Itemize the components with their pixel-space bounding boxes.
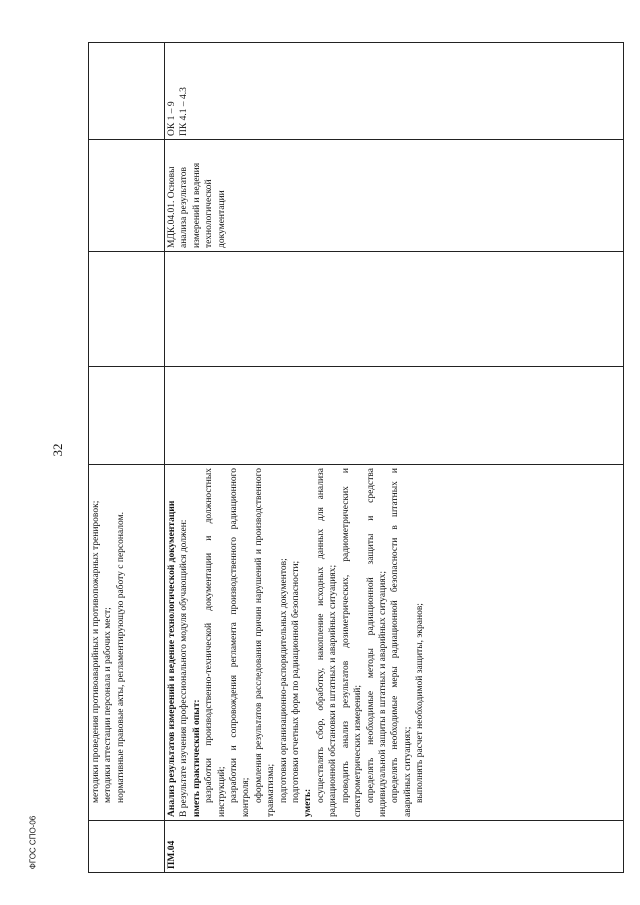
cell-empty [89,43,165,140]
practice-heading: иметь практический опыт: [191,699,202,817]
module-title: Анализ результатов измерений и ведение технологической документации [167,500,177,817]
skills-item: определять необходимые методы радиационной защиты и средства индивидуальной защиты в штатных и аварийных ситуациях; [365,468,388,817]
module-intro: В результате изучения профессионального модуля обучающийся должен: [179,519,190,817]
page-number: 32 [50,443,65,457]
practice-item: разработки и сопровождения регламента производственного радиационного контроля; [229,468,252,817]
continuation-line: методики аттестации персонала и рабочих мест; [103,607,114,803]
cell-empty [89,140,165,252]
practice-item: разработки производственно-технической документации и должностных инструкций; [204,468,227,817]
cell-competencies [165,43,624,140]
cell-empty [89,252,165,367]
skills-item: выполнять расчет необходимой защиты, экранов; [415,603,426,803]
continuation-line: методики проведения противоаварийных и противопожарных тренировок; [91,500,101,803]
skills-heading: уметь: [303,788,314,817]
competency-ok: ОК 1 – 9 [167,101,177,136]
skills-item: определять необходимые меры радиационной безопасности в штатных и аварийных ситуациях; [390,468,413,817]
cell-empty [165,367,624,465]
cell-empty [165,252,624,367]
practice-item: подготовки отчетных форм по радиационной безопасности; [291,560,302,803]
curriculum-table [88,42,624,873]
practice-item: подготовки организационно-распорядительных документов; [278,558,289,803]
practice-item: оформления результатов расследования причин нарушений и производственного травматизма; [253,468,277,817]
cell-module-content [165,465,624,821]
competency-pk: ПК 4.1 – 4.3 [179,87,190,136]
cell-code-empty [89,821,165,873]
cell-empty [89,367,165,465]
module-code: ПМ.04 [165,821,624,873]
footer-code: ФГОС СПО-06 [28,815,38,870]
mdk-title: МДК.04.01. Основы анализа результатов измерений и ведения технологической документации [167,162,227,248]
table-row-continuation [89,43,165,873]
continuation-line: нормативные правовые акты, регламентирующую работу с персоналом. [115,512,126,803]
table-row-module [165,43,624,873]
cell-content-continuation [89,465,165,821]
cell-mdk [165,140,624,252]
rotated-table-wrapper [88,43,624,873]
skills-item: проводить анализ результатов дозиметрических, радиометрических и спектрометрических измерений; [340,468,364,817]
skills-item: осуществлять сбор, обработку, накопление исходных данных для анализа радиационной обстановки в штатных и аварийных ситуациях; [315,468,339,817]
